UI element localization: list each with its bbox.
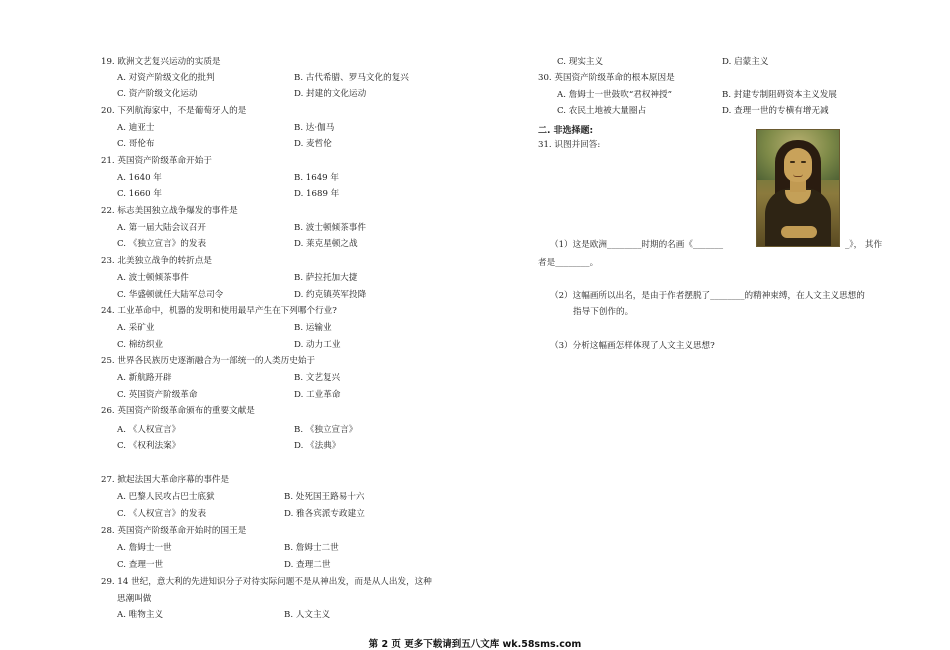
- question-23-option-a: A. 波士顿倾茶事件: [117, 273, 189, 283]
- question-22-option-c: C. 《独立宣言》的发表: [117, 239, 207, 249]
- question-28-option-b: B. 詹姆士二世: [284, 543, 339, 553]
- question-27-option-d: D. 雅各宾派专政建立: [284, 509, 365, 519]
- question-28-option-c: C. 查理一世: [117, 560, 164, 570]
- question-21-option-d: D. 1689 年: [294, 189, 340, 199]
- question-22-stem: 22. 标志美国独立战争爆发的事件是: [101, 206, 238, 216]
- question-31-sub1: （1）这是欧洲________时期的名画《_______: [550, 240, 724, 250]
- question-28-stem: 28. 英国资产阶级革命开始时的国王是: [101, 526, 247, 536]
- question-23-option-c: C. 华盛顿就任大陆军总司令: [117, 290, 224, 300]
- question-30-option-a: A. 詹姆士一世鼓吹“君权神授”: [557, 90, 672, 100]
- question-31-sub3: （3）分析这幅画怎样体现了人文主义思想?: [550, 341, 715, 351]
- question-21-option-c: C. 1660 年: [117, 189, 162, 199]
- question-26-stem: 26. 英国资产阶级革命颁布的重要文献是: [101, 406, 255, 416]
- question-30-option-b: B. 封建专制阻碍资本主义发展: [722, 90, 837, 100]
- question-31-sub1-line2: 者是________。: [538, 258, 599, 268]
- question-20-option-d: D. 麦哲伦: [294, 139, 332, 149]
- question-20-option-a: A. 迪亚士: [117, 123, 155, 133]
- question-29-option-d: D. 启蒙主义: [722, 57, 769, 67]
- question-31-sub1-tail: _》， 其作: [845, 240, 883, 250]
- question-23-option-d: D. 约克镇英军投降: [294, 290, 367, 300]
- question-20-option-c: C. 哥伦布: [117, 139, 155, 149]
- question-21-option-a: A. 1640 年: [117, 173, 162, 183]
- question-25-option-a: A. 新航路开辟: [117, 373, 172, 383]
- question-21-option-b: B. 1649 年: [294, 173, 339, 183]
- question-29-stem: 29. 14 世纪，意大利的先进知识分子对待实际问题不是从神出发，而是从人出发，这种: [101, 577, 432, 587]
- question-28-option-a: A. 詹姆士一世: [117, 543, 172, 553]
- mona-lisa-painting: [756, 129, 840, 247]
- question-19-option-b: B. 古代希腊、罗马文化的复兴: [294, 73, 409, 83]
- question-24-option-b: B. 运输业: [294, 323, 332, 333]
- question-28-option-d: D. 查理二世: [284, 560, 331, 570]
- question-27-stem: 27. 掀起法国大革命序幕的事件是: [101, 475, 230, 485]
- question-19-option-a: A. 对资产阶级文化的批判: [117, 73, 215, 83]
- question-31-stem: 31. 识图并回答:: [538, 140, 601, 150]
- question-26-option-c: C. 《权利法案》: [117, 441, 181, 451]
- question-25-option-b: B. 文艺复兴: [294, 373, 341, 383]
- question-30-stem: 30. 英国资产阶级革命的根本原因是: [538, 73, 675, 83]
- question-30-option-d: D. 查理一世的专横有增无减: [722, 106, 829, 116]
- question-27-option-a: A. 巴黎人民攻占巴士底狱: [117, 492, 215, 502]
- question-29-stem-cont: 思潮叫做: [117, 594, 152, 604]
- question-19-option-d: D. 封建的文化运动: [294, 89, 367, 99]
- question-25-option-c: C. 英国资产阶级革命: [117, 390, 198, 400]
- question-21-stem: 21. 英国资产阶级革命开始于: [101, 156, 212, 166]
- question-25-option-d: D. 工业革命: [294, 390, 341, 400]
- question-29-option-a: A. 唯物主义: [117, 610, 164, 620]
- question-24-option-a: A. 采矿业: [117, 323, 155, 333]
- question-20-option-b: B. 达·伽马: [294, 123, 335, 133]
- question-23-option-b: B. 萨拉托加大捷: [294, 273, 358, 283]
- question-26-option-a: A. 《人权宣言》: [117, 425, 181, 435]
- question-26-option-b: B. 《独立宣言》: [294, 425, 358, 435]
- question-23-stem: 23. 北美独立战争的转折点是: [101, 256, 212, 266]
- section-title: 二. 非选择题:: [538, 126, 594, 136]
- question-29-option-b: B. 人文主义: [284, 610, 331, 620]
- question-27-option-b: B. 处死国王路易十六: [284, 492, 365, 502]
- question-31-sub2-line2: 指导下创作的。: [573, 307, 634, 317]
- question-20-stem: 20. 下列航海家中，不是葡萄牙人的是: [101, 106, 247, 116]
- question-19-stem: 19. 欧洲文艺复兴运动的实质是: [101, 57, 221, 67]
- question-30-option-c: C. 农民土地被大量圈占: [557, 106, 647, 116]
- question-24-stem: 24. 工业革命中，机器的发明和使用最早产生在下列哪个行业?: [101, 306, 337, 316]
- question-29-option-c: C. 现实主义: [557, 57, 604, 67]
- question-27-option-c: C. 《人权宣言》的发表: [117, 509, 207, 519]
- question-24-option-d: D. 动力工业: [294, 340, 341, 350]
- question-25-stem: 25. 世界各民族历史逐渐融合为一部统一的人类历史始于: [101, 356, 316, 366]
- question-22-option-a: A. 第一届大陆会议召开: [117, 223, 207, 233]
- page-footer: 第 2 页 更多下载请到五八文库 wk.58sms.com: [368, 639, 582, 650]
- question-22-option-b: B. 波士顿倾茶事件: [294, 223, 366, 233]
- question-26-option-d: D. 《法典》: [294, 441, 341, 451]
- question-22-option-d: D. 莱克星顿之战: [294, 239, 358, 249]
- question-31-sub2: （2）这幅画所以出名，是由于作者摆脱了________的精神束缚，在人文主义思想的: [550, 291, 865, 301]
- question-19-option-c: C. 资产阶级文化运动: [117, 89, 198, 99]
- question-24-option-c: C. 棉纺织业: [117, 340, 164, 350]
